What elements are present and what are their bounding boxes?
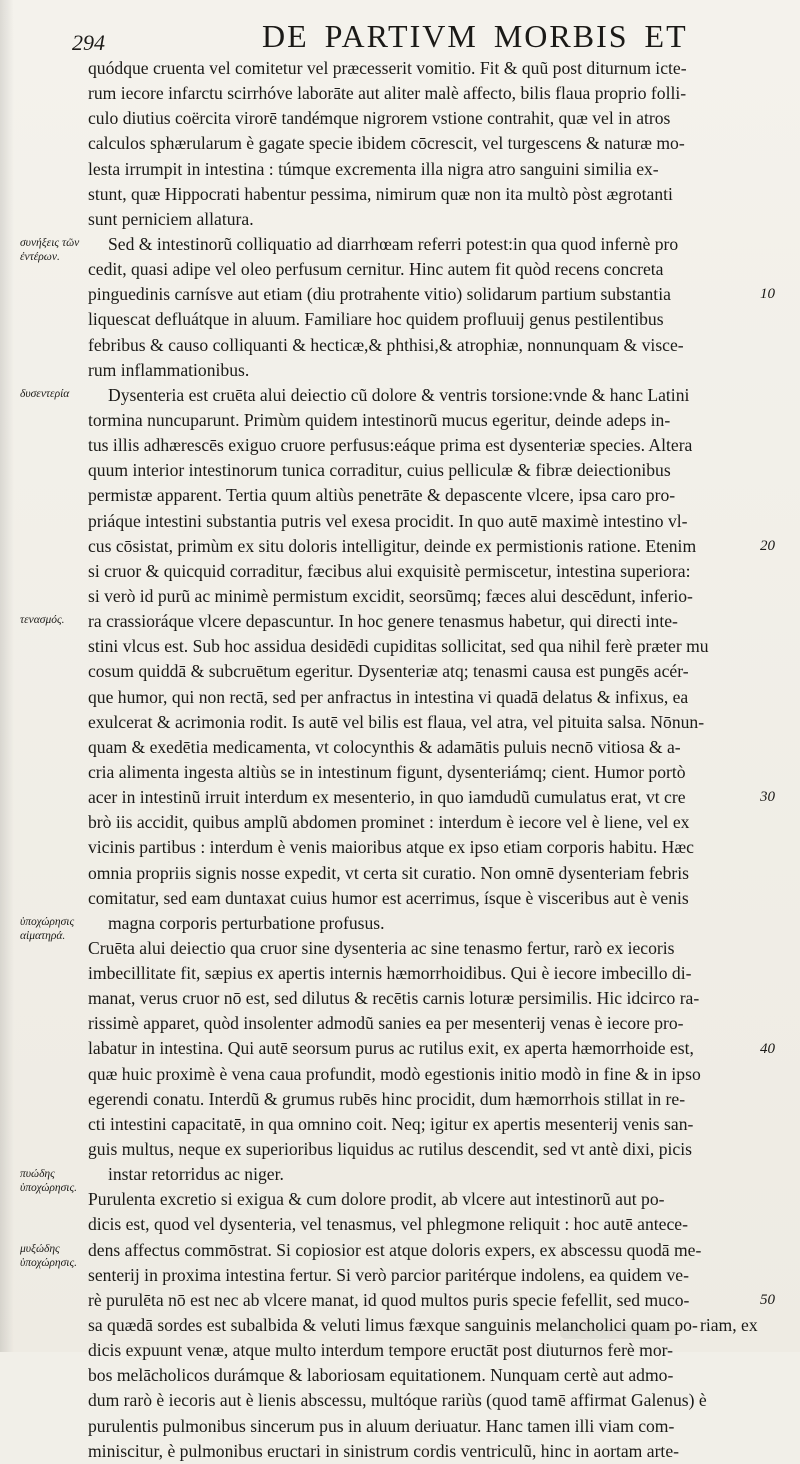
text-line: rissimè apparet, quòd insolenter admodũ sanies ea per mesenterij venas è iecore pro- xyxy=(88,1013,684,1034)
text-line: acer in intestinũ irruit interdum ex mesenterio, in quo iamdudũ cumulatus erat, vt cre xyxy=(88,787,686,808)
margin-note: μυξώδης ὑποχώρησις. xyxy=(20,1243,78,1270)
text-line: cedit, quasi adipe vel oleo perfusum cernitur. Hinc autem fit quòd recens concreta xyxy=(88,259,664,280)
text-line: dicis est, quod vel dysenteria, vel tenasmus, vel phlegmone reliquit : hoc autē antece- xyxy=(88,1214,688,1235)
text-line: sunt perniciem allatura. xyxy=(88,208,254,229)
text-line: febribus & causo colliquanti & hecticæ,& phthisi,& atrophiæ, nonnunquam & visce- xyxy=(88,334,684,355)
text-line: Dysenteria est cruēta alui deiectio cũ dolore & ventris torsione:vnde & hanc Latini xyxy=(108,384,690,405)
margin-note: πυώδης ὑποχώρησις. xyxy=(20,1167,78,1194)
catchword: riam, ex xyxy=(700,1315,758,1335)
text-line: bos melācholicos durámque & laboriosam equitationem. Nunquam certè aut admo- xyxy=(88,1365,674,1386)
line-number: 50 xyxy=(760,1292,775,1309)
text-line: pinguedinis carnísve aut etiam (diu protrahente vitio) solidarum partium substantia xyxy=(88,284,671,305)
text-line: ra crassioráque vlcere depascuntur. In hoc genere tenasmus habetur, qui directi inte- xyxy=(88,611,678,632)
text-line: quæ huic proximè è vena caua profundit, modò egestionis initio modò in fine & in ipso xyxy=(88,1063,701,1084)
text-line: tus illis adhærescēs exiguo cruore perfusus:eáque prima est dysenteriæ species. Altera xyxy=(88,435,693,456)
text-line: cria alimenta ingesta altiùs se in intestinum figunt, dysenteriámq; cient. Humor portò xyxy=(88,761,686,782)
text-line: lesta irrumpit in intestina : túmque excrementa illa nigra atro sanguini similia ex- xyxy=(88,158,659,179)
margin-note: συνήξεις τῶν ἐντέρων. xyxy=(20,237,80,264)
text-line: Cruēta alui deiectio qua cruor sine dysenteria ac sine tenasmo fertur, rarò ex iecoris xyxy=(88,937,675,958)
text-line: guis multus, neque ex superioribus liquidus ac rutilus descendit, sed vt antè dixi, picis xyxy=(88,1139,692,1160)
page-number: 294 xyxy=(72,30,105,55)
text-line: quódque cruenta vel comitetur vel præcesserit vomitio. Fit & quũ post diturnum icte- xyxy=(88,58,687,78)
text-line: senterij in proxima intestina fertur. Si verò parcior paritérque indolens, ea quidem ve- xyxy=(88,1264,689,1285)
page-smudge xyxy=(560,1325,680,1339)
text-line: culo diutius coërcita virorē tandémque nigrorem vstione contrahit, quæ vel in atros xyxy=(88,108,671,129)
text-line: omnia propriis signis nosse expedit, vt certa sit curatio. Non omnē dysenteriam febris xyxy=(88,862,689,883)
text-line: purulentis pulmonibus sincerum pus in aluum deriuatur. Hanc tamen illi viam com- xyxy=(88,1415,675,1436)
text-line: vicinis partibus : interdum è venis maioribus atque ex ipso etiam corporis habitu. Hæc xyxy=(88,837,694,858)
text-line: miniscitur, è pulmonibus eructari in sinistrum cordis ventriculũ, hinc in aortam arte- xyxy=(88,1440,679,1461)
text-line: permistæ apparent. Tertia quum altiùs penetrāte & depascente vlcere, ipsa caro pro- xyxy=(88,485,676,506)
text-line: que humor, qui non rectā, sed per anfractus in intestina vi quadā delatus & infixus, ea xyxy=(88,686,689,707)
text-line: cus cōsistat, primùm ex situ doloris intelligitur, deinde ex permistionis ratione. Etenim xyxy=(88,535,697,556)
text-line: rè purulēta nō est nec ab vlcere manat, id quod multos puris specie fefellit, sed muco- xyxy=(88,1289,690,1310)
text-line: dens affectus commōstrat. Si copiosior est atque doloris expers, ex abscessu quodā me- xyxy=(88,1239,702,1260)
text-line: sa quædā sordes est subalbida & veluti limus fæxque sanguinis melancholici quam po- xyxy=(88,1315,698,1336)
text-line: stunt, quæ Hippocrati habentur pessima, nimirum quæ non ita multò pòst ægrotanti xyxy=(88,183,673,204)
text-line: brò iis accidit, quibus amplũ abdomen prominet : interdum è iecore vel è liene, vel ex xyxy=(88,812,690,833)
text-line: liquescat defluátque in aluum. Familiare hoc quidem profluuij genus pestilentibus xyxy=(88,309,664,330)
body-text xyxy=(88,56,768,1464)
page-header xyxy=(0,10,800,56)
text-line: magna corporis perturbatione profusus. xyxy=(108,912,385,933)
text-line: manat, verus cruor nō est, sed dilutus & recētis carnis loturæ persimilis. Hic idcirco ra- xyxy=(88,988,700,1009)
text-line: Purulenta excretio si exigua & cum dolore prodit, ab vlcere aut intestinorũ aut po- xyxy=(88,1189,665,1210)
text-line: quum interior intestinorum tunica corraditur, cuius pelliculæ & fibræ deiectionibus xyxy=(88,460,671,481)
margin-note: τενασμός. xyxy=(20,614,65,627)
text-line: quam & exedētia medicamenta, vt colocynthis & adamātis puluis necnō vitiosa & a- xyxy=(88,736,681,757)
text-line: instar retorridus ac niger. xyxy=(108,1164,284,1185)
line-number: 30 xyxy=(760,789,775,806)
line-number: 20 xyxy=(760,537,775,554)
margin-note: ὑποχώρησις αἱματηρά. xyxy=(20,916,75,943)
text-line: stini vlcus est. Sub hoc assidua desidēdi cupiditas sollicitat, sed qua nihil ferè præter mu xyxy=(88,636,709,657)
text-line: rum iecore infarctu scirrhóve laborāte aut aliter malè affecto, bilis flaua proprio folli- xyxy=(88,83,687,104)
text-line: rum inflammationibus. xyxy=(88,359,250,380)
margin-note: δυσεντερία xyxy=(20,387,70,400)
running-head: DE PARTIVM MORBIS ET xyxy=(262,18,688,54)
line-number: 10 xyxy=(760,286,775,303)
text-line: tormina nuncuparunt. Primùm quidem intestinorũ mucus egeritur, deinde adeps in- xyxy=(88,409,671,430)
line-number: 40 xyxy=(760,1040,775,1057)
text-line: si cruor & quicquid corraditur, fæcibus alui exquisitè permiscetur, intestina superiora: xyxy=(88,560,691,581)
text-line: si verò id purũ ac minimè permistum excidit, seorsũmq; fæces alui descēdunt, inferio- xyxy=(88,585,693,606)
text-line: priáque intestini substantia putris vel exesa procidit. In quo autē maximè intestino vl- xyxy=(88,510,688,531)
text-line: imbecillitate fit, sæpius ex apertis internis hæmorrhoidibus. Qui è iecore imbecillo di- xyxy=(88,963,692,984)
text-line: dum rarò è iecoris aut è lienis abscessu, multóque rariùs (quod tamē affirmat Galenus) è xyxy=(88,1390,707,1411)
text-line: calculos sphærularum è gagate specie ibidem cōcrescit, vel turgescens & naturæ mo- xyxy=(88,133,685,154)
text-line: exulcerat & acrimonia rodit. Is autē vel bilis est flaua, vel atra, vel pituita salsa. Nōnun- xyxy=(88,711,705,732)
text-line: egerendi conatu. Interdũ & grumus rubēs hinc procidit, dum hæmorrhois stillat in re- xyxy=(88,1088,686,1109)
text-line: cti intestini capacitatē, in qua omnino coit. Neq; igitur ex apertis mesenterij venis san- xyxy=(88,1113,694,1134)
text-line: labatur in intestina. Qui autē seorsum purus ac rutilus exit, ex aperta hæmorrhoide est, xyxy=(88,1038,694,1059)
text-line: cosum quiddā & subcruētum egeritur. Dysenteriæ atq; tenasmi causa est pungēs acér- xyxy=(88,661,689,682)
text-line: dicis expuunt venæ, atque multo interdum tempore eructāt post diuturnos ferè mor- xyxy=(88,1340,673,1361)
text-line: comitatur, sed eam duntaxat cuius humor est acerrimus, ísque è visceribus aut è venis xyxy=(88,887,689,908)
text-line: Sed & intestinorũ colliquatio ad diarrhœam referri potest:in qua quod infernè pro xyxy=(108,233,679,254)
